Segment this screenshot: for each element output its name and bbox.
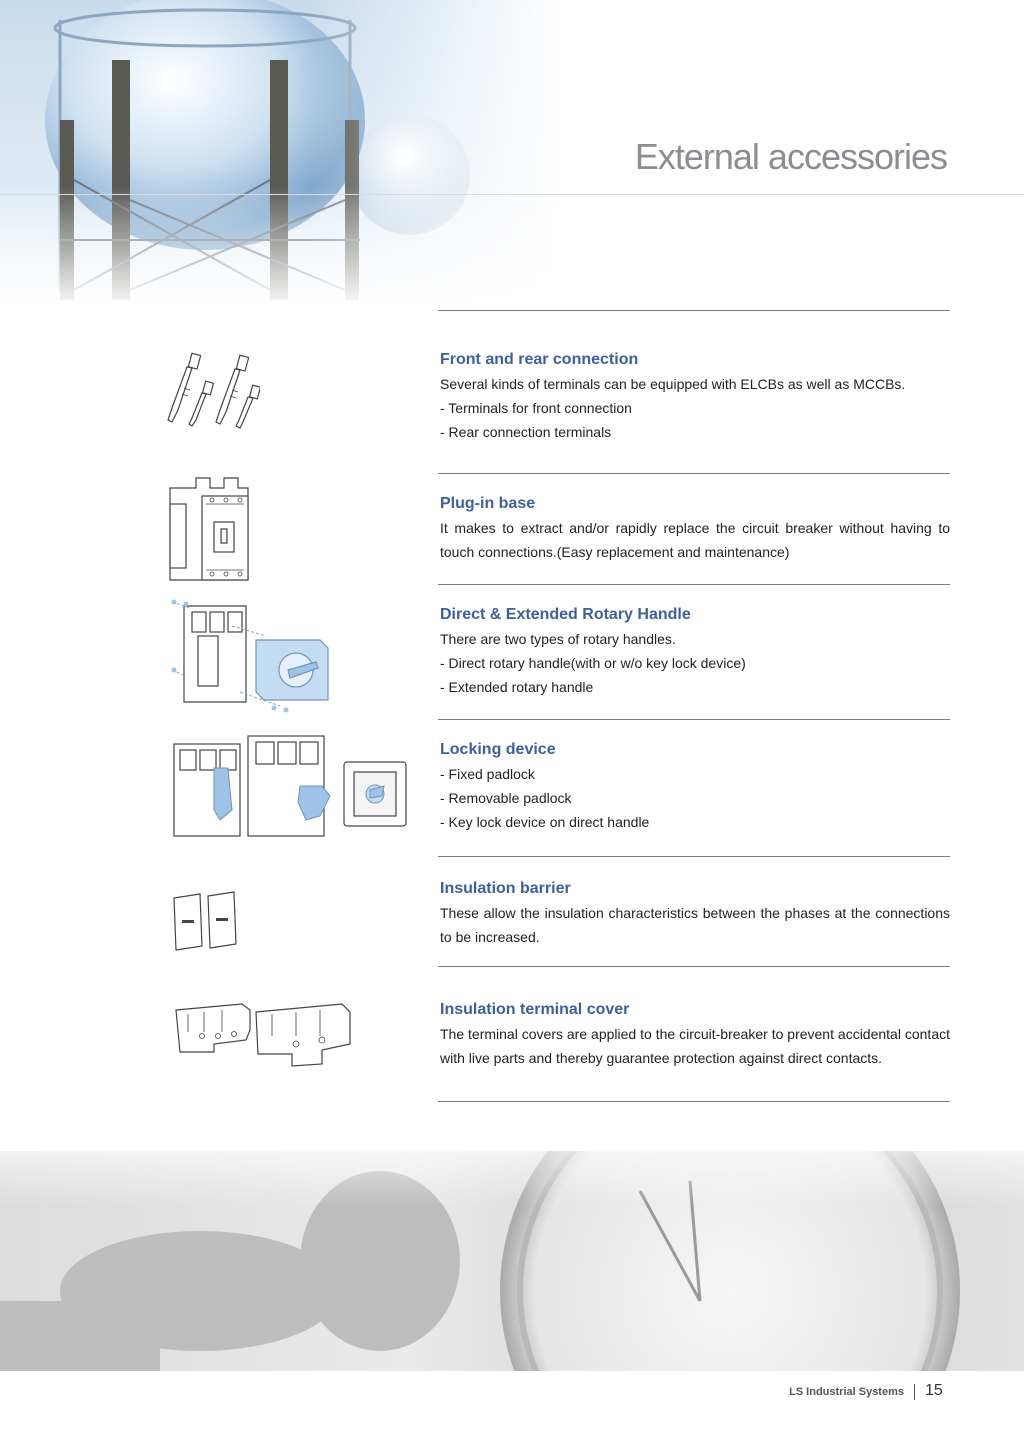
terminal-cover-illustration xyxy=(172,1000,352,1070)
plug-in-base-illustration xyxy=(166,474,252,584)
section-text: - Key lock device on direct handle xyxy=(440,814,650,830)
section-text: - Removable padlock xyxy=(440,790,572,806)
section-text: The terminal covers are applied to the circuit-breaker to prevent accidental contact with live parts and thereby guarantee protection against direct contacts. xyxy=(440,1026,950,1066)
section-text: There are two types of rotary handles. xyxy=(440,631,676,647)
section-locking-device xyxy=(440,738,950,834)
terminal-connectors-illustration xyxy=(160,348,260,430)
section-insulation-terminal-cover xyxy=(440,998,950,1070)
section-text: - Rear connection terminals xyxy=(440,424,612,440)
footer-separator xyxy=(914,1384,915,1400)
section-divider xyxy=(438,584,950,585)
page-title: External accessories xyxy=(634,136,947,177)
section-divider xyxy=(438,473,950,474)
section-divider xyxy=(438,856,950,857)
header-rule xyxy=(0,194,1024,195)
page-number: 15 xyxy=(925,1382,943,1399)
section-title: Locking device xyxy=(440,741,556,758)
section-title: Plug-in base xyxy=(440,495,536,512)
section-text: It makes to extract and/or rapidly replace the circuit breaker without having to touch connections.(Easy replacement and maintenance) xyxy=(440,520,950,560)
footer-brand: LS Industrial Systems xyxy=(789,1386,904,1398)
rotary-handle-illustration xyxy=(170,596,330,716)
section-text: - Terminals for front connection xyxy=(440,400,632,416)
section-title: Insulation barrier xyxy=(440,880,571,897)
section-text: - Direct rotary handle(with or w/o key lock device) xyxy=(440,655,746,671)
section-title: Insulation terminal cover xyxy=(440,1001,630,1018)
insulation-barrier-illustration xyxy=(172,890,242,954)
section-divider xyxy=(438,1101,950,1102)
footer-photo-machinery xyxy=(0,1151,1024,1371)
section-divider xyxy=(438,719,950,720)
section-rotary-handle xyxy=(440,603,950,699)
section-text: These allow the insulation characteristics between the phases at the connections to be increased. xyxy=(440,905,950,945)
header-photo-storage-tanks xyxy=(0,0,560,310)
section-text: Several kinds of terminals can be equipped with ELCBs as well as MCCBs. xyxy=(440,376,906,392)
section-plug-in-base xyxy=(440,492,950,564)
locking-device-illustration xyxy=(170,730,410,840)
section-text: - Fixed padlock xyxy=(440,766,535,782)
section-front-rear-connection xyxy=(440,348,950,444)
section-title: Front and rear connection xyxy=(440,351,639,368)
section-divider xyxy=(438,966,950,967)
section-insulation-barrier xyxy=(440,877,950,949)
section-title: Direct & Extended Rotary Handle xyxy=(440,606,691,623)
section-divider xyxy=(438,310,950,311)
section-text: - Extended rotary handle xyxy=(440,679,594,695)
